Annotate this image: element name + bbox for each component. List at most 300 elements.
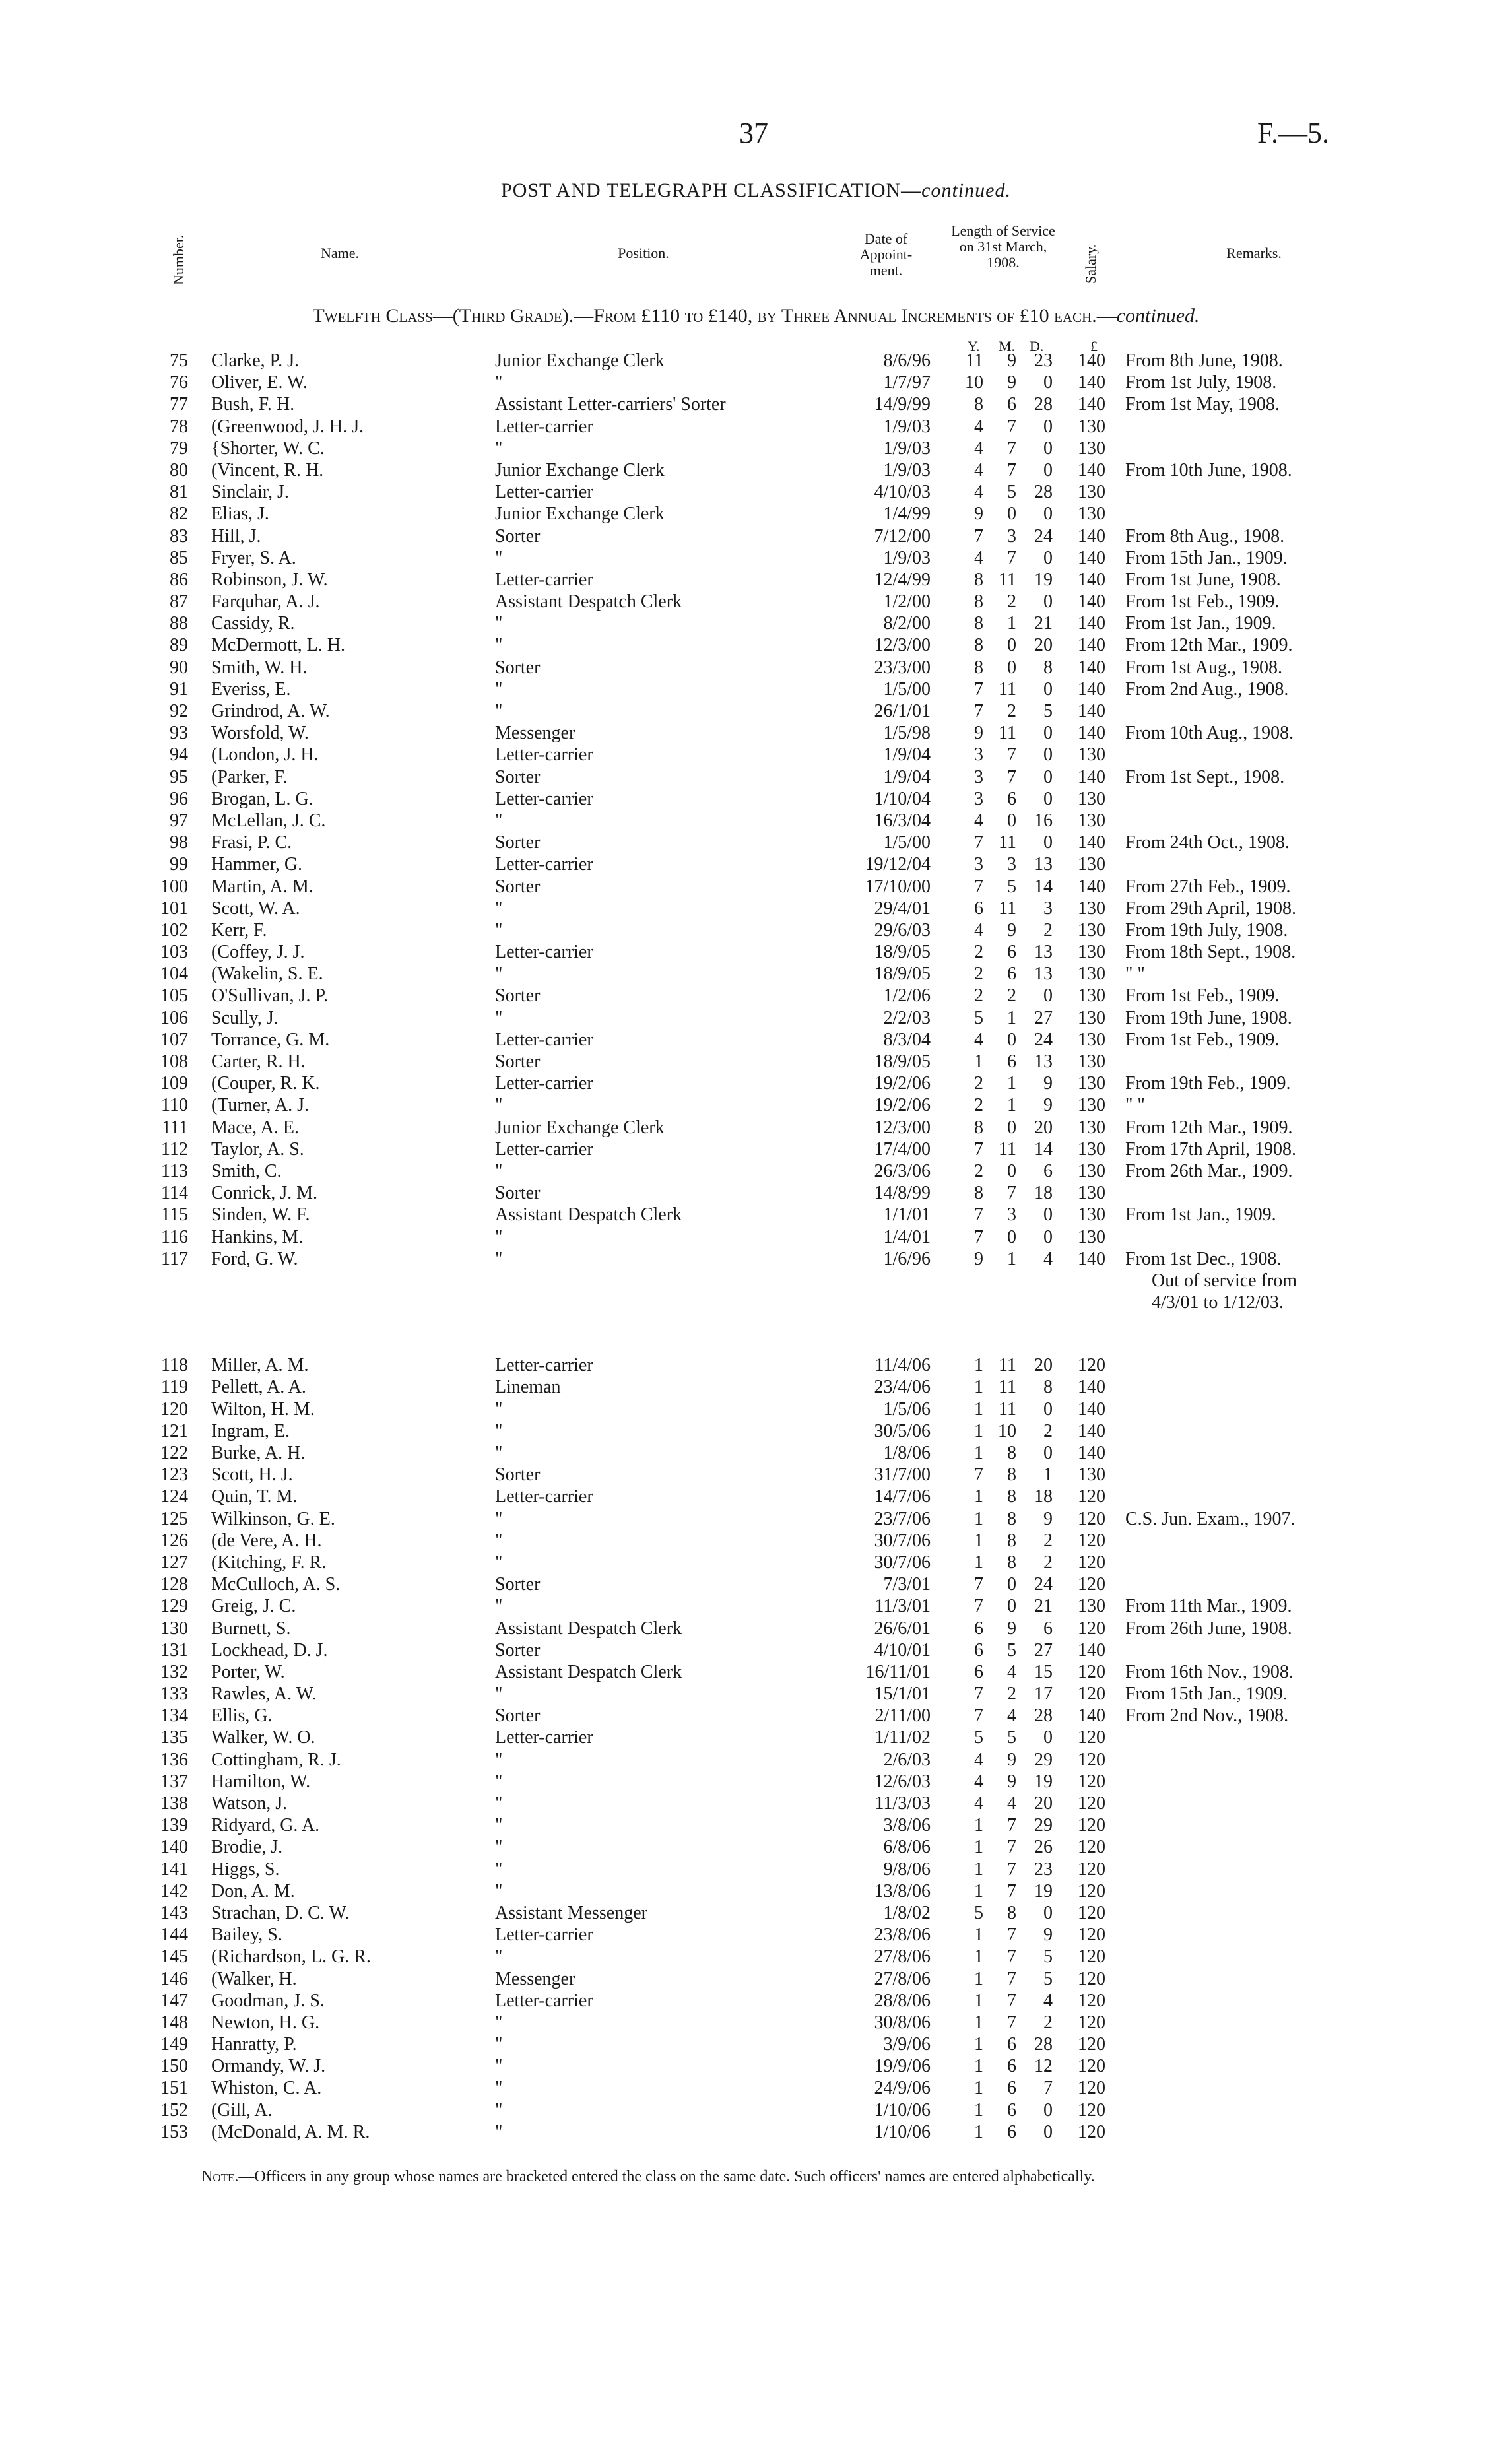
row-name: Mace, A. E. — [211, 1117, 299, 1138]
row-date: 18/9/05 — [874, 964, 931, 985]
table-row — [0, 1705, 1512, 1727]
row-years: 5 — [974, 1902, 983, 1923]
row-name: Hill, J. — [211, 525, 261, 546]
row-months: 6 — [1007, 2078, 1016, 2099]
row-number: 131 — [160, 1639, 188, 1661]
row-salary: 140 — [1078, 635, 1105, 656]
row-salary: 130 — [1078, 1073, 1105, 1094]
row-remarks: From 16th Nov., 1908. — [1125, 1661, 1294, 1682]
row-position: " — [495, 1095, 503, 1116]
row-position: " — [495, 1530, 503, 1551]
row-number: 98 — [170, 832, 188, 853]
row-date: 1/5/06 — [883, 1399, 931, 1420]
row-number: 96 — [170, 788, 188, 809]
row-position: " — [495, 1815, 503, 1836]
row-salary: 120 — [1078, 1684, 1105, 1705]
row-days: 0 — [1043, 438, 1053, 459]
row-years: 1 — [974, 1552, 983, 1573]
row-years: 1 — [974, 1530, 983, 1551]
row-number: 88 — [170, 613, 188, 634]
row-name: (Greenwood, J. H. J. — [211, 416, 364, 437]
row-years: 1 — [974, 1377, 983, 1398]
row-months: 1 — [1007, 1007, 1016, 1028]
col-number-header: Number. — [170, 234, 187, 285]
row-years: 4 — [974, 416, 983, 437]
row-name: Ellis, G. — [211, 1705, 273, 1727]
row-months: 7 — [1007, 416, 1016, 437]
row-years: 5 — [974, 1727, 983, 1748]
row-years: 7 — [974, 1204, 983, 1226]
row-remarks: From 17th April, 1908. — [1125, 1138, 1297, 1160]
row-days: 5 — [1043, 1968, 1053, 1989]
row-position: " — [495, 1771, 503, 1792]
row-days: 2 — [1043, 2012, 1053, 2033]
page-number: 37 — [739, 117, 768, 149]
table-row — [0, 657, 1512, 678]
row-name: Scott, W. A. — [211, 898, 300, 919]
row-number: 86 — [170, 569, 188, 590]
row-days: 19 — [1034, 1771, 1053, 1792]
row-name: Martin, A. M. — [211, 876, 313, 897]
row-number: 81 — [170, 482, 188, 503]
table-row — [0, 1160, 1512, 1182]
row-remarks: From 1st Jan., 1909. — [1125, 1204, 1276, 1226]
row-salary: 130 — [1078, 1138, 1105, 1160]
row-number: 135 — [160, 1727, 188, 1748]
row-months: 0 — [1007, 1596, 1016, 1617]
row-name: Scott, H. J. — [211, 1465, 293, 1486]
row-number: 106 — [160, 1007, 188, 1028]
row-position: " — [495, 2034, 503, 2055]
row-days: 5 — [1043, 1946, 1053, 1967]
row-position: " — [495, 1420, 503, 1441]
row-name: Newton, H. G. — [211, 2012, 320, 2033]
row-months: 6 — [1007, 394, 1016, 415]
row-salary: 120 — [1078, 1618, 1105, 1639]
row-days: 19 — [1034, 1880, 1053, 1901]
row-position: " — [495, 1508, 503, 1529]
col-salary-header: Salary. — [1082, 244, 1099, 284]
row-years: 1 — [974, 1443, 983, 1463]
row-number: 127 — [160, 1552, 188, 1573]
row-remarks: From 24th Oct., 1908. — [1125, 832, 1290, 853]
row-salary: 120 — [1078, 1530, 1105, 1551]
row-date: 12/4/99 — [874, 569, 931, 590]
table-row — [0, 963, 1512, 985]
row-years: 4 — [974, 1749, 983, 1770]
row-salary: 120 — [1078, 1880, 1105, 1901]
row-years: 8 — [974, 657, 983, 678]
row-name: Ridyard, G. A. — [211, 1815, 320, 1836]
row-number: 105 — [160, 985, 188, 1006]
row-years: 10 — [965, 372, 983, 393]
row-salary: 130 — [1078, 942, 1105, 963]
row-position: Assistant Despatch Clerk — [495, 1204, 682, 1226]
table-row — [0, 2012, 1512, 2033]
row-salary: 120 — [1078, 1727, 1105, 1748]
row-years: 2 — [974, 1160, 983, 1181]
row-salary: 140 — [1078, 394, 1105, 415]
table-row — [0, 1880, 1512, 1902]
row-years: 4 — [974, 1771, 983, 1792]
section-continued: continued. — [1116, 305, 1200, 327]
row-number: 121 — [160, 1420, 188, 1441]
row-months: 7 — [1007, 459, 1016, 480]
row-years: 6 — [974, 1618, 983, 1639]
row-date: 2/6/03 — [883, 1749, 931, 1770]
row-position: Letter-carrier — [495, 788, 593, 809]
col-position-header: Position. — [618, 245, 669, 261]
col-length-header: Length of Service on 31st March, 1908. — [951, 222, 1055, 271]
row-days: 9 — [1043, 1925, 1053, 1946]
row-date: 1/9/04 — [883, 744, 931, 766]
row-name: Sinden, W. F. — [211, 1204, 310, 1226]
row-months: 7 — [1007, 744, 1016, 766]
row-number: 75 — [170, 350, 188, 371]
row-years: 1 — [974, 1837, 983, 1858]
row-days: 9 — [1043, 1095, 1053, 1116]
row-number: 132 — [160, 1661, 188, 1682]
table-row — [0, 1117, 1512, 1138]
row-position: " — [495, 919, 503, 940]
row-position: " — [495, 1837, 503, 1858]
row-date: 26/1/01 — [874, 701, 931, 721]
row-salary: 140 — [1078, 1639, 1105, 1661]
row-position: " — [495, 1160, 503, 1181]
row-number: 146 — [160, 1968, 188, 1989]
row-years: 7 — [974, 1705, 983, 1727]
row-name: Brogan, L. G. — [211, 788, 313, 809]
row-days: 0 — [1043, 1902, 1053, 1923]
row-months: 0 — [1007, 1117, 1016, 1138]
remark-continuation-text: Out of service from — [1152, 1270, 1298, 1291]
row-position: Messenger — [495, 723, 575, 744]
row-years: 2 — [974, 1095, 983, 1116]
row-years: 3 — [974, 766, 983, 787]
row-days: 15 — [1034, 1661, 1053, 1682]
row-number: 110 — [161, 1095, 188, 1116]
row-months: 3 — [1007, 854, 1016, 875]
row-salary: 120 — [1078, 1968, 1105, 1989]
row-position: " — [495, 2012, 503, 2033]
row-years: 1 — [974, 1508, 983, 1529]
row-name: O'Sullivan, J. P. — [211, 985, 328, 1006]
row-position: " — [495, 2121, 503, 2142]
row-years: 1 — [974, 2034, 983, 2055]
row-days: 2 — [1043, 1420, 1053, 1441]
row-days: 27 — [1034, 1007, 1053, 1028]
row-years: 4 — [974, 482, 983, 503]
row-years: 1 — [974, 1925, 983, 1946]
row-date: 11/3/01 — [874, 1596, 931, 1617]
row-name: Rawles, A. W. — [211, 1684, 317, 1705]
row-days: 0 — [1043, 2099, 1053, 2121]
row-months: 11 — [999, 723, 1016, 744]
row-years: 1 — [974, 1859, 983, 1880]
row-date: 23/3/00 — [874, 657, 931, 678]
row-years: 1 — [974, 1968, 983, 1989]
table-row — [0, 634, 1512, 656]
row-date: 1/9/03 — [883, 416, 931, 437]
table-row — [0, 1007, 1512, 1029]
row-name: Pellett, A. A. — [211, 1377, 306, 1398]
row-years: 2 — [974, 985, 983, 1006]
table-row — [0, 1771, 1512, 1793]
row-months: 0 — [1007, 635, 1016, 656]
row-date: 14/9/99 — [874, 394, 931, 415]
row-position: Assistant Letter-carriers' Sorter — [495, 394, 726, 415]
row-position: Letter-carrier — [495, 854, 593, 875]
row-salary: 130 — [1078, 416, 1105, 437]
row-remarks: From 10th Aug., 1908. — [1125, 723, 1294, 744]
row-months: 7 — [1007, 547, 1016, 568]
table-row — [0, 481, 1512, 503]
row-number: 134 — [160, 1705, 188, 1727]
row-number: 76 — [170, 372, 188, 393]
row-months: 9 — [1007, 1618, 1016, 1639]
row-salary: 140 — [1078, 1377, 1105, 1398]
row-number: 120 — [160, 1399, 188, 1420]
row-salary: 120 — [1078, 1508, 1105, 1529]
row-date: 1/9/03 — [883, 438, 931, 459]
row-position: Assistant Despatch Clerk — [495, 591, 682, 612]
row-name: (de Vere, A. H. — [211, 1530, 322, 1551]
note-label: Note. — [201, 2168, 239, 2185]
table-row — [0, 1464, 1512, 1486]
table-row — [0, 1486, 1512, 1507]
row-days: 18 — [1034, 1183, 1053, 1204]
table-row — [0, 1902, 1512, 1924]
row-remarks: C.S. Jun. Exam., 1907. — [1125, 1508, 1296, 1529]
row-months: 9 — [1007, 372, 1016, 393]
row-months: 7 — [1007, 766, 1016, 787]
row-date: 6/8/06 — [883, 1837, 931, 1858]
row-name: Goodman, J. S. — [211, 1990, 325, 2011]
row-months: 1 — [1007, 1248, 1016, 1269]
row-date: 15/1/01 — [874, 1684, 931, 1705]
row-years: 7 — [974, 1596, 983, 1617]
row-years: 2 — [974, 964, 983, 985]
row-remarks: From 1st May, 1908. — [1125, 394, 1280, 415]
row-date: 27/8/06 — [874, 1946, 931, 1967]
row-date: 19/12/04 — [865, 854, 931, 875]
row-days: 2 — [1043, 1552, 1053, 1573]
row-months: 6 — [1007, 1051, 1016, 1072]
row-name: Walker, W. O. — [211, 1727, 315, 1748]
row-years: 4 — [974, 1029, 983, 1050]
row-salary: 120 — [1078, 1990, 1105, 2011]
table-row — [0, 438, 1512, 459]
row-years: 7 — [974, 1574, 983, 1595]
row-position: Sorter — [495, 1465, 541, 1486]
row-date: 19/2/06 — [874, 1073, 931, 1094]
row-years: 9 — [974, 504, 983, 525]
row-months: 6 — [1007, 964, 1016, 985]
row-name: Bush, F. H. — [211, 394, 295, 415]
col-name-header: Name. — [320, 245, 360, 261]
row-months: 7 — [1007, 1880, 1016, 1901]
row-number: 140 — [160, 1837, 188, 1858]
row-number: 80 — [170, 459, 188, 480]
table-row — [0, 503, 1512, 525]
row-position: Junior Exchange Clerk — [495, 1117, 665, 1138]
row-number: 124 — [160, 1486, 188, 1507]
row-days: 24 — [1034, 525, 1053, 546]
table-row — [0, 459, 1512, 481]
table-row — [0, 832, 1512, 853]
row-date: 23/4/06 — [874, 1377, 931, 1398]
table-row — [0, 1530, 1512, 1552]
row-number: 104 — [160, 964, 188, 985]
table-row — [0, 766, 1512, 788]
row-salary: 130 — [1078, 1051, 1105, 1072]
row-months: 11 — [999, 898, 1016, 919]
row-months: 0 — [1007, 1574, 1016, 1595]
row-months: 8 — [1007, 1508, 1016, 1529]
row-months: 4 — [1007, 1705, 1016, 1727]
row-date: 1/8/02 — [883, 1902, 931, 1923]
row-position: " — [495, 1248, 503, 1269]
row-days: 0 — [1043, 1399, 1053, 1420]
row-position: Messenger — [495, 1968, 575, 1989]
row-name: Hankins, M. — [211, 1226, 304, 1247]
row-months: 7 — [1007, 2012, 1016, 2033]
row-salary: 130 — [1078, 854, 1105, 875]
table-row — [0, 1639, 1512, 1661]
table-row — [0, 569, 1512, 591]
row-months: 8 — [1007, 1552, 1016, 1573]
row-months: 3 — [1007, 525, 1016, 546]
table-row — [0, 1793, 1512, 1814]
row-number: 137 — [160, 1771, 188, 1792]
row-position: " — [495, 1946, 503, 1967]
row-date: 24/9/06 — [874, 2078, 931, 2099]
row-position: Junior Exchange Clerk — [495, 459, 665, 480]
row-remarks: From 1st Aug., 1908. — [1125, 657, 1283, 678]
row-months: 5 — [1007, 1727, 1016, 1748]
row-months: 11 — [999, 1377, 1016, 1398]
row-number: 82 — [170, 504, 188, 525]
row-name: Elias, J. — [211, 504, 269, 525]
row-remarks: From 26th Mar., 1909. — [1125, 1160, 1293, 1181]
row-salary: 140 — [1078, 613, 1105, 634]
row-position: " — [495, 635, 503, 656]
row-remarks: From 15th Jan., 1909. — [1125, 1684, 1288, 1705]
row-name: (McDonald, A. M. R. — [211, 2121, 370, 2142]
row-salary: 140 — [1078, 876, 1105, 897]
row-salary: 130 — [1078, 1007, 1105, 1028]
row-number: 148 — [160, 2012, 188, 2033]
row-days: 0 — [1043, 744, 1053, 766]
row-years: 4 — [974, 810, 983, 831]
row-days: 0 — [1043, 2121, 1053, 2142]
row-salary: 120 — [1078, 2012, 1105, 2033]
row-days: 0 — [1043, 459, 1053, 480]
table-row — [0, 1727, 1512, 1748]
row-number: 100 — [160, 876, 188, 897]
row-name: Strachan, D. C. W. — [211, 1902, 350, 1923]
unit-m: M. — [999, 338, 1016, 354]
row-name: Kerr, F. — [211, 919, 267, 940]
table-row — [0, 1990, 1512, 2012]
row-date: 30/7/06 — [874, 1552, 931, 1573]
row-years: 1 — [974, 1946, 983, 1967]
row-number: 141 — [160, 1859, 188, 1880]
row-months: 11 — [999, 569, 1016, 590]
row-salary: 140 — [1078, 569, 1105, 590]
row-position: Letter-carrier — [495, 569, 593, 590]
row-years: 8 — [974, 1117, 983, 1138]
row-number: 123 — [160, 1465, 188, 1486]
row-number: 125 — [160, 1508, 188, 1529]
row-days: 21 — [1034, 1596, 1053, 1617]
row-salary: 140 — [1078, 525, 1105, 546]
row-days: 6 — [1043, 1160, 1053, 1181]
row-salary: 120 — [1078, 1815, 1105, 1836]
row-name: (Vincent, R. H. — [211, 459, 324, 480]
row-months: 1 — [1007, 1095, 1016, 1116]
row-salary: 130 — [1078, 985, 1105, 1006]
row-number: 78 — [170, 416, 188, 437]
row-years: 8 — [974, 613, 983, 634]
row-name: (Richardson, L. G. R. — [211, 1946, 371, 1967]
table-row — [0, 1946, 1512, 1967]
row-date: 2/11/00 — [874, 1705, 931, 1727]
row-name: Robinson, J. W. — [211, 569, 328, 590]
row-months: 5 — [1007, 876, 1016, 897]
row-years: 7 — [974, 1226, 983, 1247]
section-heading-text: Twelfth Class—(Third Grade).—From £110 to £140, by Three Annual Increments of £10 each.— — [312, 305, 1117, 327]
row-position: " — [495, 1793, 503, 1814]
row-number: 93 — [170, 723, 188, 744]
row-date: 4/10/01 — [874, 1639, 931, 1661]
row-number: 119 — [161, 1377, 188, 1398]
table-row — [0, 1814, 1512, 1836]
row-years: 4 — [974, 1793, 983, 1814]
row-name: Hanratty, P. — [211, 2034, 297, 2055]
table-row — [0, 393, 1512, 415]
row-days: 7 — [1043, 2078, 1053, 2099]
row-years: 1 — [974, 1355, 983, 1376]
row-name: Scully, J. — [211, 1007, 279, 1028]
row-days: 8 — [1043, 657, 1053, 678]
table-row — [0, 1683, 1512, 1705]
row-date: 29/6/03 — [874, 919, 931, 940]
row-salary: 120 — [1078, 1574, 1105, 1595]
row-days: 21 — [1034, 613, 1053, 634]
row-position: " — [495, 2056, 503, 2077]
row-salary: 140 — [1078, 372, 1105, 393]
row-position: " — [495, 1443, 503, 1463]
row-position: " — [495, 438, 503, 459]
row-position: Sorter — [495, 985, 541, 1006]
row-months: 3 — [1007, 1204, 1016, 1226]
row-number: 99 — [170, 854, 188, 875]
row-salary: 140 — [1078, 591, 1105, 612]
row-salary: 130 — [1078, 1160, 1105, 1181]
row-months: 6 — [1007, 2056, 1016, 2077]
row-remarks: From 19th July, 1908. — [1125, 919, 1288, 940]
row-months: 6 — [1007, 942, 1016, 963]
row-number: 153 — [160, 2121, 188, 2142]
row-months: 6 — [1007, 2099, 1016, 2121]
row-days: 0 — [1043, 591, 1053, 612]
table-row — [0, 591, 1512, 612]
table-row — [0, 1552, 1512, 1573]
row-date: 7/3/01 — [883, 1574, 931, 1595]
table-row — [0, 1376, 1512, 1398]
table-row — [0, 1749, 1512, 1771]
